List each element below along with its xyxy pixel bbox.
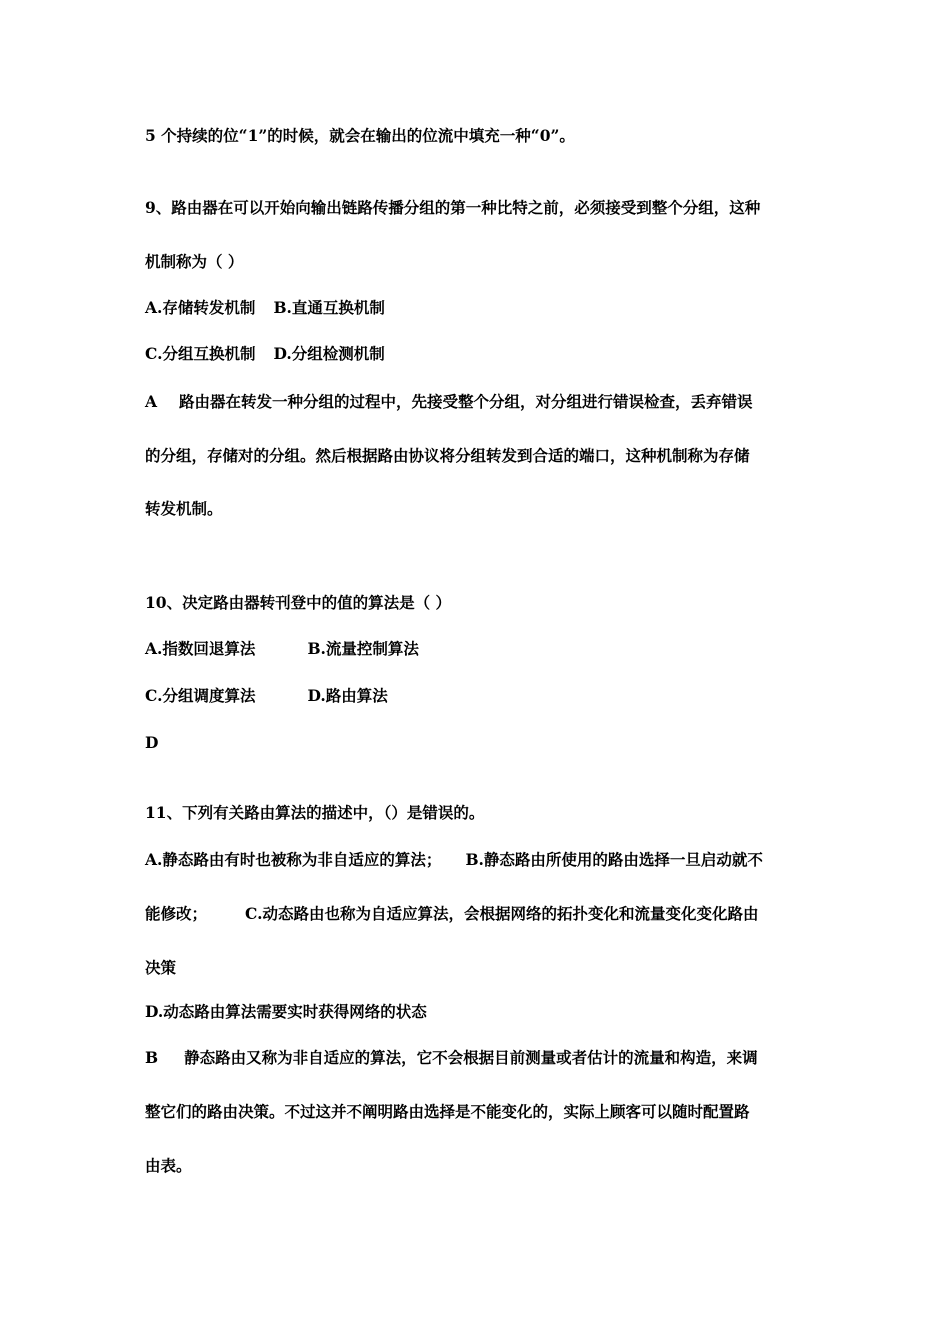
option-d: D.动态路由算法需要实时获得网络的状态 bbox=[145, 1002, 427, 1021]
option-b-cont: 能修改； bbox=[145, 904, 208, 923]
option-c-cont: 决策 bbox=[145, 958, 177, 977]
option-c: C.动态路由也称为自适应算法，会根据网络的拓扑变化和流量变化变化路由 bbox=[245, 904, 759, 923]
option-a: A.静态路由有时也被称为非自适应的算法； bbox=[145, 850, 442, 869]
question-9-options-ab bbox=[145, 298, 810, 318]
option-c: C.分组调度算法 bbox=[145, 686, 256, 705]
explanation-line: 转发机制。 bbox=[145, 499, 223, 518]
explanation-line: 由表。 bbox=[145, 1156, 192, 1175]
explanation-line: 的分组，存储对的分组。然后根据路由协议将分组转发到合适的端口，这种机制称为存储 bbox=[145, 446, 750, 465]
option-d: D.分组检测机制 bbox=[273, 344, 385, 363]
option-c: C.分组互换机制 bbox=[145, 344, 256, 363]
question-10-stem: 10、决定路由器转刊登中的值的算法是（ ） bbox=[145, 593, 451, 612]
text-line: 5 个持续的位“1”的时候，就会在输出的位流中填充一种“0”。 bbox=[145, 126, 575, 145]
option-a: A.指数回退算法 bbox=[145, 639, 256, 658]
question-10-options-ab bbox=[145, 639, 810, 659]
question-11-stem: 11、下列有关路由算法的描述中，（）是错误的。 bbox=[145, 803, 485, 822]
answer-letter: A bbox=[145, 392, 158, 411]
question-9-stem: 9、路由器在可以开始向输出链路传播分组的第一种比特之前，必须接受到整个分组，这种 bbox=[145, 198, 761, 217]
option-d: D.路由算法 bbox=[307, 686, 388, 705]
option-b: B.流量控制算法 bbox=[307, 639, 419, 658]
question-11-options-bc bbox=[145, 904, 810, 924]
explanation-line: 整它们的路由决策。不过这并不阐明路由选择是不能变化的，实际上顾客可以随时配置路 bbox=[145, 1102, 750, 1121]
answer-letter: B bbox=[145, 1048, 159, 1067]
option-a: A.存储转发机制 bbox=[145, 298, 256, 317]
question-9-stem-cont: 机制称为（ ） bbox=[145, 252, 244, 271]
question-11-options-ab bbox=[145, 850, 810, 870]
question-11-answer bbox=[145, 1048, 810, 1068]
option-b: B.直通互换机制 bbox=[273, 298, 385, 317]
question-10-options-cd bbox=[145, 686, 810, 706]
question-10-answer: D bbox=[145, 733, 159, 752]
explanation-text: 静态路由又称为非自适应的算法，它不会根据目前测量或者估计的流量和构造，来调 bbox=[184, 1048, 758, 1067]
option-b: B.静态路由所使用的路由选择一旦启动就不 bbox=[465, 850, 763, 869]
question-9-options-cd bbox=[145, 344, 810, 364]
explanation-text: 路由器在转发一种分组的过程中，先接受整个分组，对分组进行错误检查，丢弃错误 bbox=[179, 392, 753, 411]
question-9-answer bbox=[145, 392, 810, 412]
